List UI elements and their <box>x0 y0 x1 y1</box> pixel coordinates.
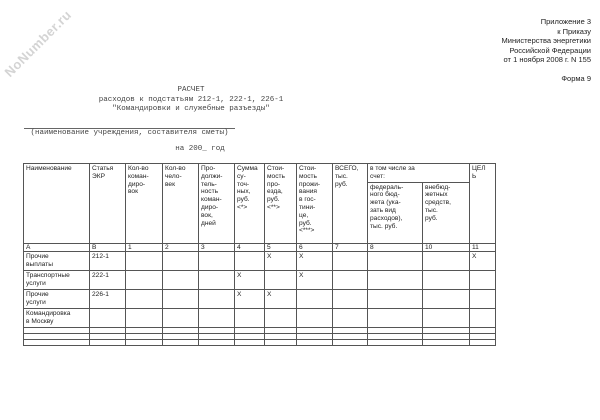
table-cell <box>199 290 235 309</box>
form-number: Форма 9 <box>561 74 591 83</box>
year-label: на 200_ год <box>175 145 225 153</box>
column-number: 11 <box>470 243 496 252</box>
table-cell <box>126 271 163 290</box>
empty-row <box>24 340 496 346</box>
doc-title: РАСЧЕТ <box>177 86 205 94</box>
table-cell: 212-1 <box>90 252 126 271</box>
table-cell: Х <box>297 271 333 290</box>
table-cell <box>368 309 423 328</box>
table-cell <box>235 252 265 271</box>
table-cell <box>199 340 235 346</box>
column-header: Кол-во чело- век <box>163 164 199 244</box>
column-subheader: федераль- ного бюд- жета (ука- зать вид расходов), тыс. руб. <box>368 182 423 243</box>
table-cell: Командировка в Москву <box>24 309 90 328</box>
table-cell <box>90 340 126 346</box>
column-header: Стои- мость про- езда, руб. <**> <box>265 164 297 244</box>
table-cell <box>235 340 265 346</box>
table-cell <box>470 290 496 309</box>
column-number: 7 <box>333 243 368 252</box>
table-cell <box>423 309 470 328</box>
table-cell <box>368 252 423 271</box>
table-cell: Х <box>265 252 297 271</box>
table-cell <box>265 271 297 290</box>
column-header: Наименование <box>24 164 90 244</box>
table-cell <box>333 309 368 328</box>
table-cell <box>297 290 333 309</box>
table-cell <box>423 290 470 309</box>
column-header: Статья ЭКР <box>90 164 126 244</box>
table-cell <box>368 271 423 290</box>
column-number: В <box>90 243 126 252</box>
table-cell <box>423 340 470 346</box>
column-number: 10 <box>423 243 470 252</box>
table-cell <box>297 309 333 328</box>
table-cell: 222-1 <box>90 271 126 290</box>
table-cell <box>333 340 368 346</box>
column-number: 6 <box>297 243 333 252</box>
column-number: А <box>24 243 90 252</box>
doc-subtitle-1: расходов к подстатьям 212-1, 222-1, 226-1 <box>98 96 284 104</box>
column-number: 1 <box>126 243 163 252</box>
table-cell <box>470 271 496 290</box>
column-header: Кол-во коман- диро- вок <box>126 164 163 244</box>
table-cell: Прочие услуги <box>24 290 90 309</box>
table-cell <box>163 340 199 346</box>
column-number: 2 <box>163 243 199 252</box>
table-cell <box>24 340 90 346</box>
table-cell <box>126 309 163 328</box>
table-cell <box>163 309 199 328</box>
table-cell <box>199 309 235 328</box>
org-caption: (наименование учреждения, составителя сметы) <box>30 129 229 137</box>
column-subheader: внебюд- жетных средств, тыс. руб. <box>423 182 470 243</box>
column-header: в том числе за счет: <box>368 164 470 183</box>
watermark: NoNumber.ru <box>1 7 75 80</box>
table-cell <box>333 290 368 309</box>
column-number: 3 <box>199 243 235 252</box>
table-cell <box>470 340 496 346</box>
doc-subtitle-2: "Командировки и служебные разъезды" <box>112 105 270 113</box>
column-number: 8 <box>368 243 423 252</box>
table-cell <box>126 340 163 346</box>
table-cell: Прочие выплаты <box>24 252 90 271</box>
table-cell <box>265 309 297 328</box>
table-cell <box>265 340 297 346</box>
table-cell <box>163 271 199 290</box>
table-cell <box>126 252 163 271</box>
table-cell <box>126 290 163 309</box>
table-cell <box>297 340 333 346</box>
table-row <box>24 290 496 309</box>
table-cell <box>470 309 496 328</box>
table-cell <box>423 252 470 271</box>
table-row <box>24 271 496 290</box>
table-cell: 226-1 <box>90 290 126 309</box>
table-cell <box>199 252 235 271</box>
table-cell: Х <box>297 252 333 271</box>
column-header: Стои- мость прожи- вания в гос- тини- це, руб. <***> <box>297 164 333 244</box>
column-number: 5 <box>265 243 297 252</box>
expense-table <box>23 163 496 346</box>
table-cell: Х <box>265 290 297 309</box>
table-cell <box>90 309 126 328</box>
table-cell <box>368 340 423 346</box>
column-number-row <box>24 243 496 252</box>
table-cell <box>333 252 368 271</box>
table-row <box>24 252 496 271</box>
table-row <box>24 309 496 328</box>
table-cell: Х <box>235 290 265 309</box>
table-cell: Х <box>235 271 265 290</box>
appendix-note: Приложение 3 к Приказу Министерства энергетики Российской Федерации от 1 ноября 2008 г. N 155 <box>501 17 591 65</box>
column-number: 4 <box>235 243 265 252</box>
table-cell <box>333 271 368 290</box>
column-header: ЦЕЛ Ь <box>470 164 496 244</box>
column-header: Про- должи- тель- ность коман- диро- вок, дней <box>199 164 235 244</box>
table-cell <box>199 271 235 290</box>
table-cell <box>423 271 470 290</box>
table-cell <box>235 309 265 328</box>
header-row <box>24 164 496 183</box>
table-cell <box>368 290 423 309</box>
table-cell <box>163 252 199 271</box>
column-header: ВСЕГО, тыс. руб. <box>333 164 368 244</box>
table-cell <box>163 290 199 309</box>
table-cell: Транспортные услуги <box>24 271 90 290</box>
table-cell: Х <box>470 252 496 271</box>
column-header: Сумма су- точ- ных, руб. <*> <box>235 164 265 244</box>
